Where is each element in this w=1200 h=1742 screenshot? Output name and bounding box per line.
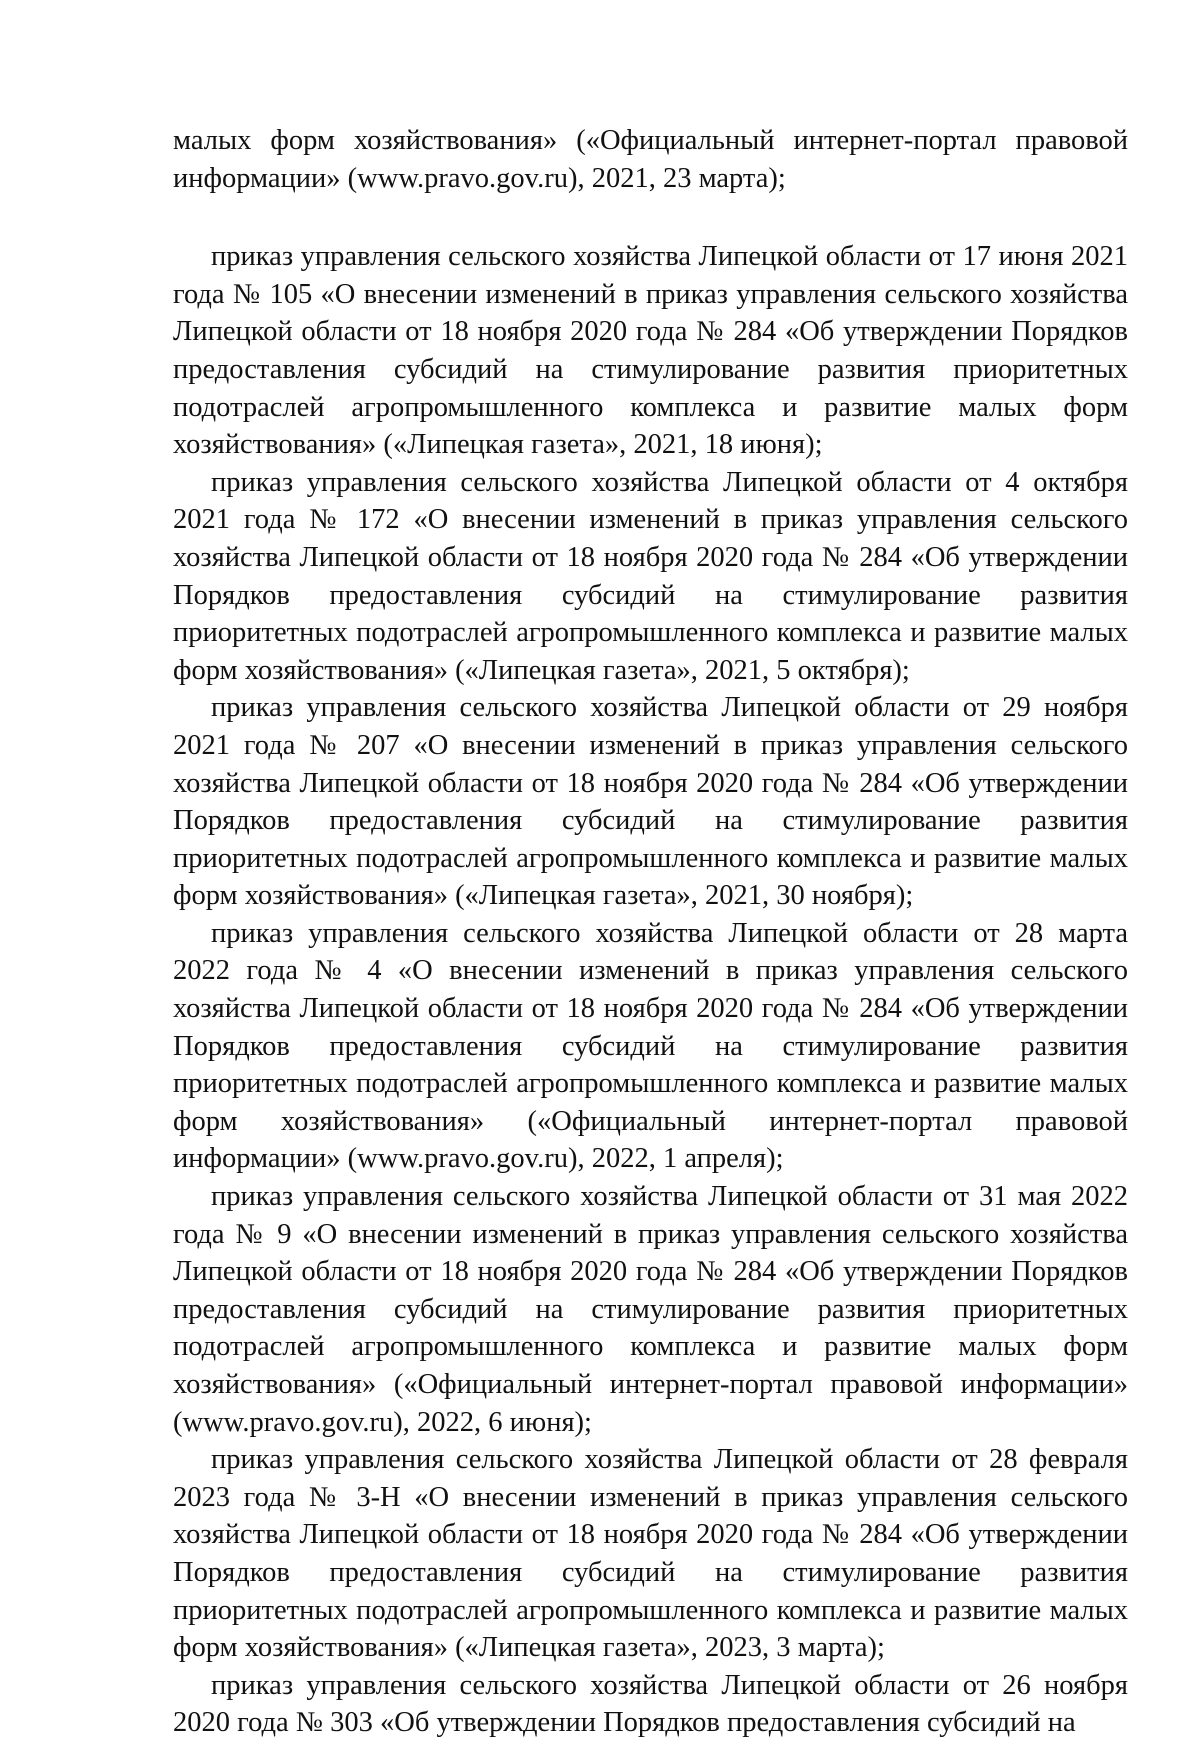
paragraph-continuation: малых форм хозяйствования» («Официальный интернет-портал правовой информации» (www.pravo.gov.ru), 2021, 23 марта); xyxy=(173,125,1128,194)
paragraph-order-3-n: приказ управления сельского хозяйства Липецкой области от 28 февраля 2023 года № 3-Н «О внесении изменений в приказ управления сельского хозяйства Липецкой области от 18 ноября 2020 года № 284 «Об утверждении Порядков предоставления субсидий на стимулирование развития приоритетных подотраслей агропромышленного комплекса и развитие малых форм хозяйствования» («Липецкая газета», 2023, 3 марта); xyxy=(173,1444,1128,1664)
paragraph-order-172: приказ управления сельского хозяйства Липецкой области от 4 октября 2021 года № 172 «О внесении изменений в приказ управления сельского хозяйства Липецкой области от 18 ноября 2020 года № 284 «Об утверждении Порядков предоставления субсидий на стимулирование развития приоритетных подотраслей агропромышленного комплекса и развитие малых форм хозяйствования» («Липецкая газета», 2021, 5 октября); xyxy=(173,466,1128,686)
paragraph-order-207: приказ управления сельского хозяйства Липецкой области от 29 ноября 2021 года № 207 «О внесении изменений в приказ управления сельского хозяйства Липецкой области от 18 ноября 2020 года № 284 «Об утверждении Порядков предоставления субсидий на стимулирование развития приоритетных подотраслей агропромышленного комплекса и развитие малых форм хозяйствования» («Липецкая газета», 2021, 30 ноября); xyxy=(173,692,1128,912)
paragraph-order-4: приказ управления сельского хозяйства Липецкой области от 28 марта 2022 года № 4 «О внесении изменений в приказ управления сельского хозяйства Липецкой области от 18 ноября 2020 года № 284 «Об утверждении Порядков предоставления субсидий на стимулирование развития приоритетных подотраслей агропромышленного комплекса и развитие малых форм хозяйствования» («Официальный интернет-портал правовой информации» (www.pravo.gov.ru), 2022, 1 апреля); xyxy=(173,917,1128,1175)
paragraph-order-9: приказ управления сельского хозяйства Липецкой области от 31 мая 2022 года № 9 «О внесении изменений в приказ управления сельского хозяйства Липецкой области от 18 ноября 2020 года № 284 «Об утверждении Порядков предоставления субсидий на стимулирование развития приоритетных подотраслей агропромышленного комплекса и развитие малых форм хозяйствования» («Официальный интернет-портал правовой информации» (www.pravo.gov.ru), 2022, 6 июня); xyxy=(173,1181,1128,1438)
paragraph-order-303: приказ управления сельского хозяйства Липецкой области от 26 ноября 2020 года № 303 «Об утверждении Порядков предоставления субсидий на xyxy=(173,1669,1128,1739)
document-page xyxy=(173,122,1128,1742)
paragraph-order-105: приказ управления сельского хозяйства Липецкой области от 17 июня 2021 года № 105 «О внесении изменений в приказ управления сельского хозяйства Липецкой области от 18 ноября 2020 года № 284 «Об утверждении Порядков предоставления субсидий на стимулирование развития приоритетных подотраслей агропромышленного комплекса и развитие малых форм хозяйствования» («Липецкая газета», 2021, 18 июня); xyxy=(173,241,1128,461)
